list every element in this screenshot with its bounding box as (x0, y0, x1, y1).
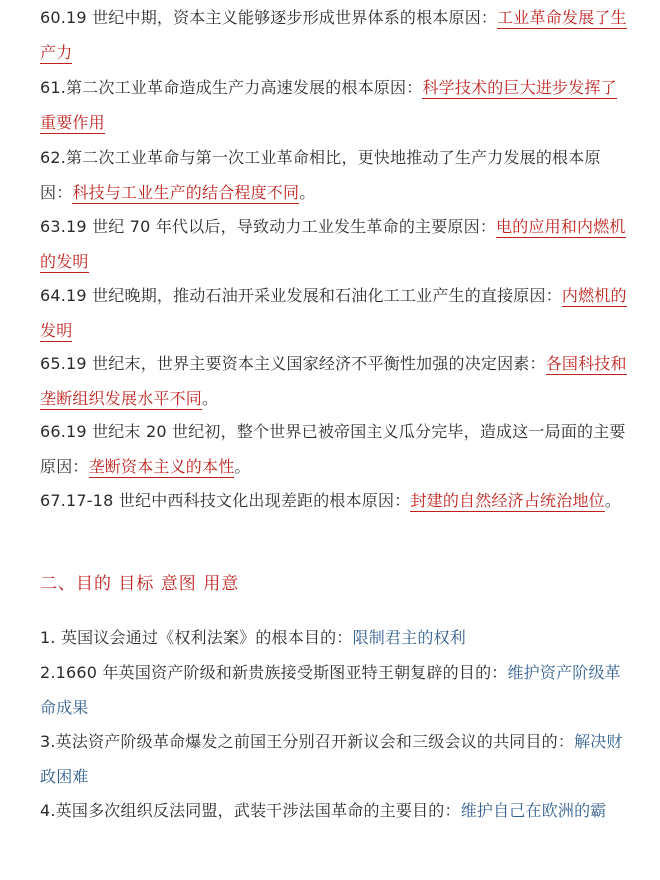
item-answer: 电的应用和内燃机的发明 (40, 217, 626, 271)
item-question: 第二次工业革命造成生产力高速发展的根本原因： (66, 78, 423, 97)
list-item-66: 66.19 世纪末 20 世纪初，整个世界已被帝国主义瓜分完毕，造成这一局面的主要原因：垄断资本主义的本性。 (40, 422, 626, 476)
item-number: 60. (40, 8, 67, 27)
item-number: 3. (40, 732, 56, 751)
item-answer: 垄断资本主义的本性 (88, 457, 235, 476)
list-item-60 (40, 0, 628, 70)
item-number: 66. (40, 422, 67, 441)
item-answer: 工业革命发展了生产力 (40, 8, 627, 62)
item-number: 63. (40, 217, 67, 236)
item-number: 62. (40, 148, 67, 167)
item-number: 61. (40, 78, 67, 97)
item-answer: 内燃机的发明 (40, 286, 627, 340)
item-question: 英法资产阶级革命爆发之前国王分别召开新议会和三级会议的共同目的： (55, 732, 575, 751)
item-question: 19 世纪中期，资本主义能够逐步形成世界体系的根本原因： (66, 8, 498, 27)
list-item-2 (40, 655, 628, 725)
list-item-67: 67.17-18 世纪中西科技文化出现差距的根本原因：封建的自然经济占统治地位。 (40, 491, 622, 510)
item-number: 4. (40, 801, 56, 820)
item-answer: 科学技术的巨大进步发挥了重要作用 (40, 78, 617, 132)
item-question: 英国多次组织反法同盟，武装干涉法国革命的主要目的： (55, 801, 461, 820)
list-item-65: 65.19 世纪末，世界主要资本主义国家经济不平衡性加强的决定因素：各国科技和垄断组织发展水平不同。 (40, 354, 627, 408)
section-heading: 二、目的 目标 意图 用意 (40, 574, 240, 594)
item-question: 第二次工业革命与第一次工业革命相比，更快地推动了生产力发展的根本原因： (40, 148, 601, 202)
item-answer: 科技与工业生产的结合程度不同 (72, 183, 300, 202)
item-question: 19 世纪末，世界主要资本主义国家经济不平衡性加强的决定因素： (66, 354, 546, 373)
list-item-64 (40, 278, 628, 348)
item-number: 2. (40, 663, 56, 682)
item-number: 65. (40, 354, 67, 373)
item-question: 19 世纪晚期，推动石油开采业发展和石油化工工业产生的直接原因： (66, 286, 562, 305)
item-number: 1. (40, 628, 61, 647)
item-number: 64. (40, 286, 67, 305)
list-item-3 (40, 724, 628, 794)
item-answer: 限制君主的权利 (352, 628, 466, 647)
item-question: 英国议会通过《权利法案》的根本目的： (60, 628, 353, 647)
list-item-61 (40, 70, 628, 140)
item-answer: 各国科技和垄断组织发展水平不同 (40, 354, 627, 408)
item-answer: 封建的自然经济占统治地位 (410, 491, 605, 510)
item-question: 1660 年英国资产阶级和新贵族接受斯图亚特王朝复辟的目的： (55, 663, 508, 682)
item-answer: 解决财政困难 (40, 732, 623, 786)
item-number: 67. (40, 491, 67, 510)
list-item-1 (40, 620, 628, 655)
list-item-4 (40, 793, 628, 828)
item-question: 17-18 世纪中西科技文化出现差距的根本原因： (66, 491, 411, 510)
item-question: 19 世纪末 20 世纪初，整个世界已被帝国主义瓜分完毕，造成这一局面的主要原因： (40, 422, 626, 476)
item-answer: 维护资产阶级革命成果 (40, 663, 621, 717)
list-item-62: 62.第二次工业革命与第一次工业革命相比，更快地推动了生产力发展的根本原因：科技与工业生产的结合程度不同。 (40, 148, 601, 202)
item-answer: 维护自己在欧洲的霸 (460, 801, 607, 820)
list-item-63 (40, 209, 628, 279)
item-question: 19 世纪 70 年代以后，导致动力工业发生革命的主要原因： (66, 217, 497, 236)
